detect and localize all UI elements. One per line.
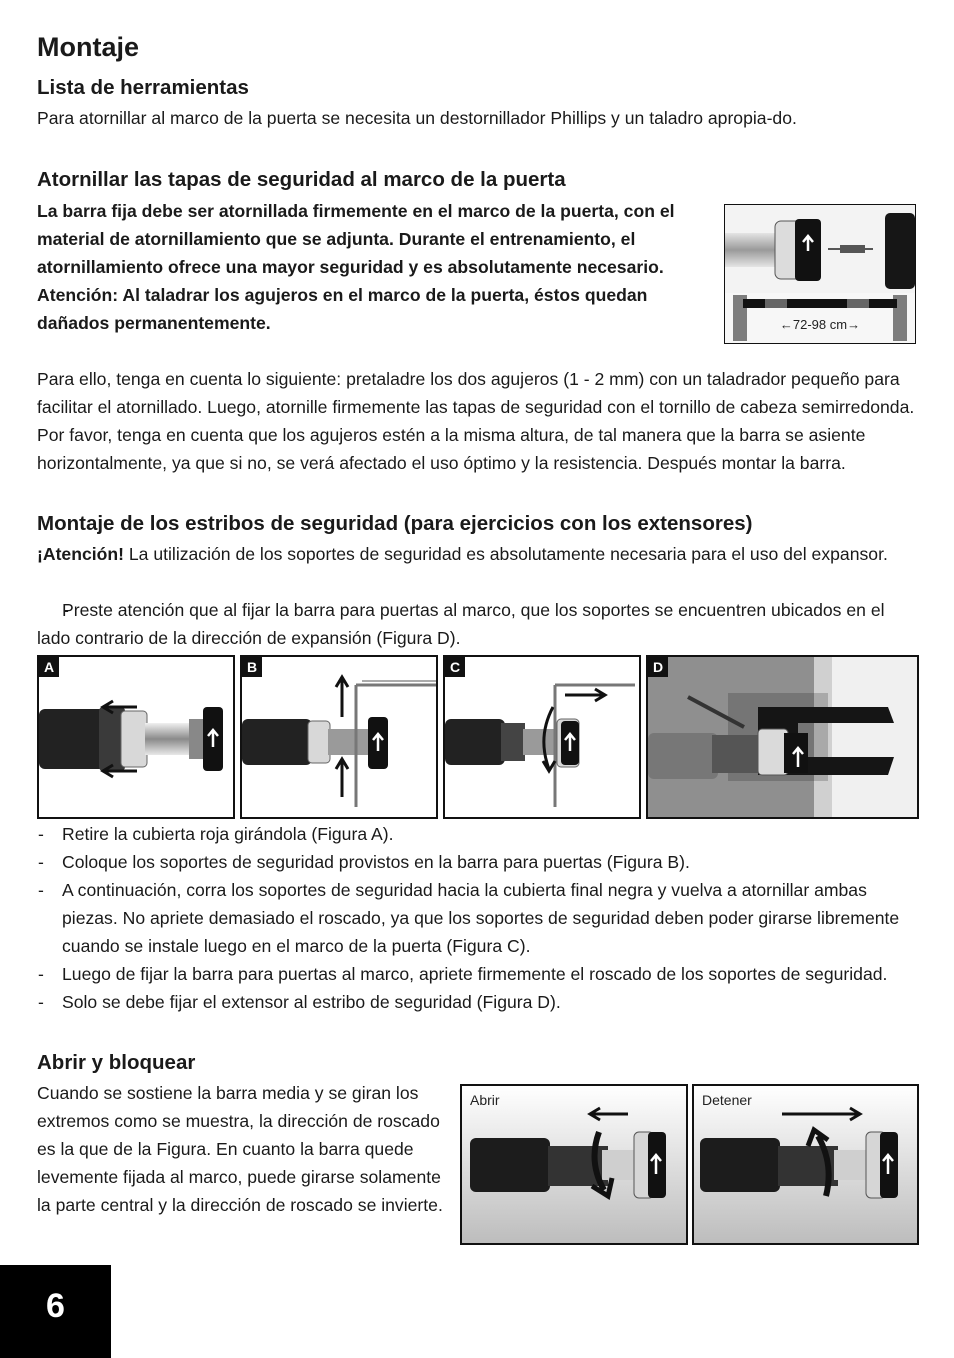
page-heading: Montaje (37, 32, 140, 62)
stirrups-note: - Preste atención que al fijar la barra para puertas al marco, que los soportes se encuentren ubicados en el lado contrario de la dirección de expansión (Figura D). (37, 596, 917, 652)
figure-b (240, 655, 438, 819)
stirrups-heading: Montaje de los estribos de seguridad (para ejercicios con los extensores) (37, 512, 753, 535)
step-item: - Luego de fijar la barra para puertas al marco, apriete firmemente el roscado de los soportes de seguridad. (37, 960, 917, 988)
step-item: - Solo se debe fijar el extensor al estribo de seguridad (Figura D). (37, 988, 917, 1016)
stop-figure (692, 1084, 919, 1245)
stirrups-attention (37, 540, 917, 568)
attention-label: ¡Atención! (37, 544, 124, 564)
figure-c-letter: C (445, 657, 465, 677)
figure-c-illustration (445, 657, 639, 817)
open-figure (460, 1084, 688, 1245)
figure-d (646, 655, 919, 819)
figure-a-letter: A (39, 657, 59, 677)
stop-label: Detener (702, 1092, 752, 1108)
step-item: - Coloque los soportes de seguridad provistos en la barra para puertas (Figura B). (37, 848, 917, 876)
step-item: - Retire la cubierta roja girándola (Figura A). (37, 820, 917, 848)
caps-text: Para ello, tenga en cuenta lo siguiente: pretaladre los dos agujeros (1 - 2 mm) con un taladrador pequeño para facilitar el atornillado. Luego, atornille firmemente las tapas de seguridad con el tornillo de cabeza semirredonda. Por favor, tenga en cuenta que los agujeros estén a la misma altura, de tal manera que la barra se asiente horizontalmente, ya que si no, se verá afectado el uso óptimo y la resistencia. Después montar la barra. (37, 369, 915, 473)
step-item: - A continuación, corra los soportes de seguridad hacia la cubierta final negra y vuelva a atornillar ambas piezas. No apriete demasiado el roscado, ya que los soportes de seguridad deben poder girarse libremente cuando se instale luego en el marco de la puerta (Figura C). (37, 876, 917, 960)
stirrups-steps (37, 820, 917, 1016)
figure-b-letter: B (242, 657, 262, 677)
open-label: Abrir (470, 1092, 500, 1108)
open-illustration (462, 1086, 686, 1243)
stirrups-note-list (37, 596, 917, 652)
stop-illustration (694, 1086, 917, 1243)
measurement-label: ←72-98 cm→ (779, 317, 861, 332)
caps-bold-text: La barra fija debe ser atornillada firmemente en el marco de la puerta, con el material de atornillamiento que se adjunta. Durante el entrenamiento, el atornillamiento ofrece una mayor seguridad y es absolutamente necesario. Atención: Al taladrar los agujeros en el marco de la puerta, éstos quedan dañados permanentemente. (37, 201, 675, 333)
lock-heading: Abrir y bloquear (37, 1051, 196, 1074)
figure-d-letter: D (648, 657, 668, 677)
caps-heading: Atornillar las tapas de seguridad al marco de la puerta (37, 168, 566, 191)
tools-text: Para atornillar al marco de la puerta se necesita un destornillador Phillips y un taladro apropia-do. (37, 108, 797, 128)
page-number: 6 (0, 1265, 111, 1358)
door-frame-figure (724, 204, 916, 344)
figure-a (37, 655, 235, 819)
figure-c (443, 655, 641, 819)
figure-b-illustration (242, 657, 436, 817)
lock-text: Cuando se sostiene la barra media y se giran los extremos como se muestra, la dirección de roscado es la que de la Figura. En cuanto la barra quede levemente fijada al marco, puede girarse solamente la parte central y la dirección de roscado se invierte. (37, 1083, 443, 1215)
attention-text: La utilización de los soportes de seguridad es absolutamente necesaria para el uso del expansor. (123, 544, 888, 564)
tools-heading: Lista de herramientas (37, 76, 249, 99)
figure-d-illustration (648, 657, 917, 817)
figure-a-illustration (39, 657, 233, 817)
